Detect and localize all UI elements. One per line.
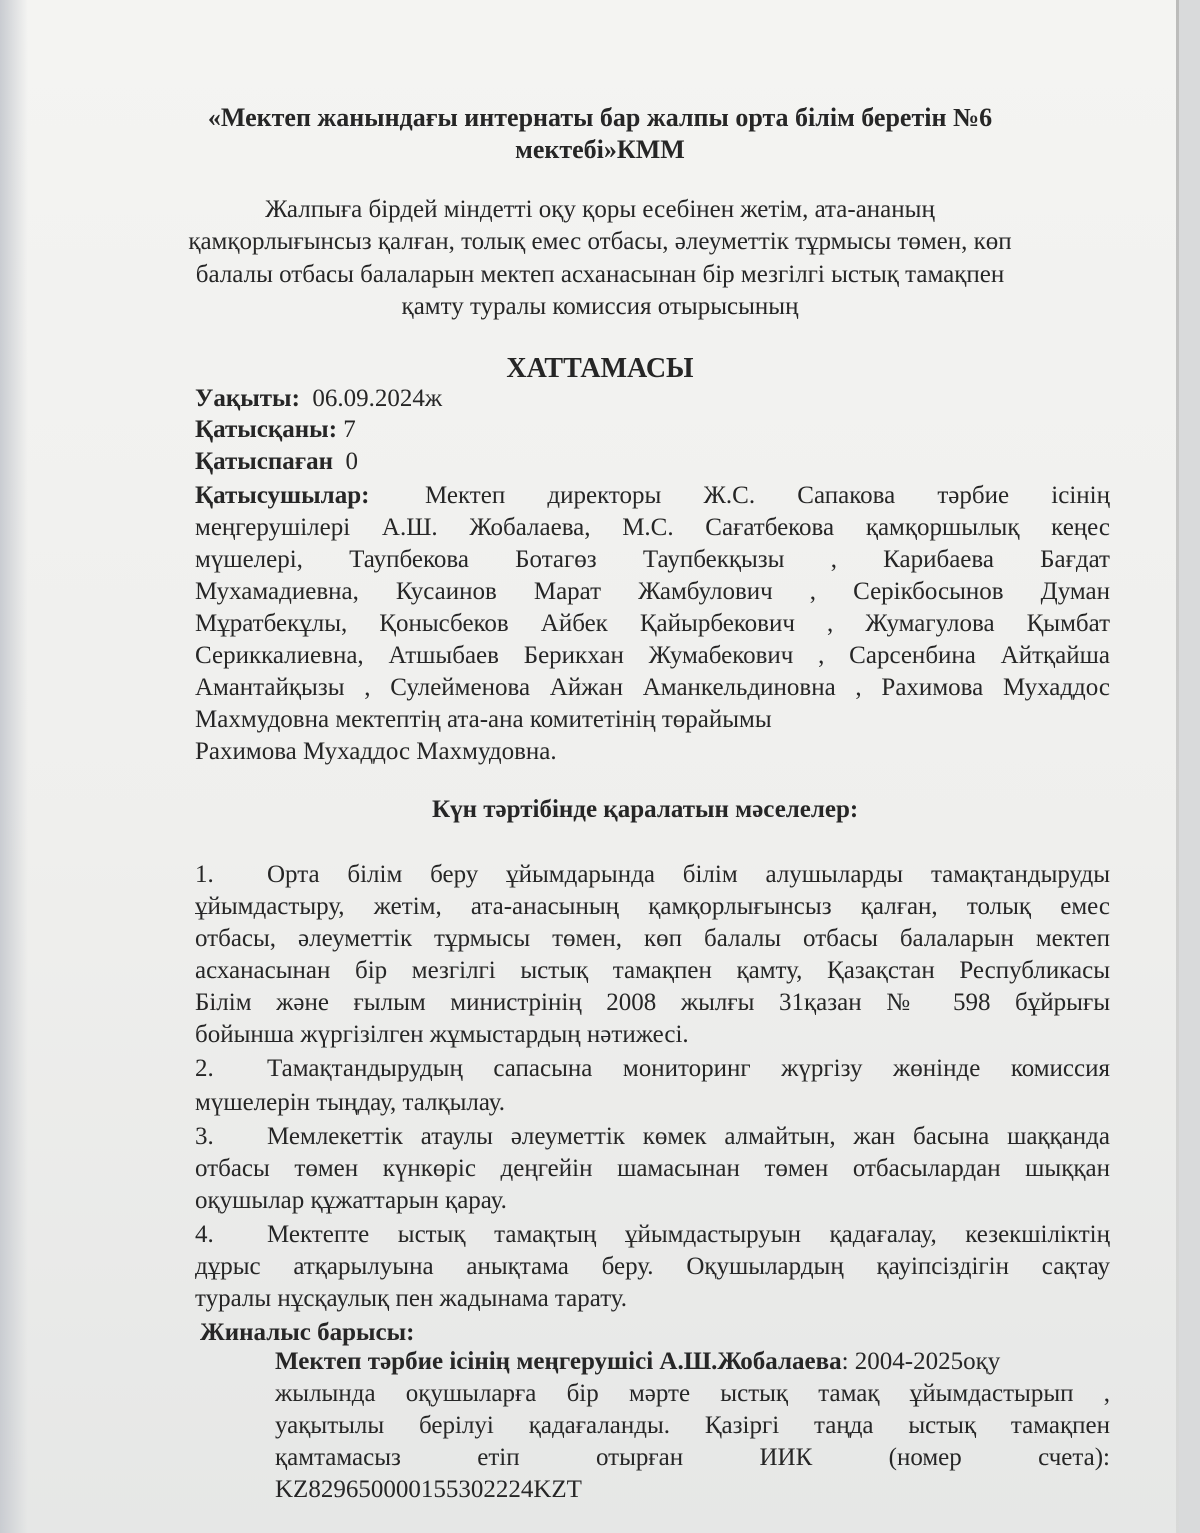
agenda-item-4-line-3: туралы нұсқаулық пен жадынама тарату. bbox=[195, 1285, 628, 1312]
present-label: Қатысқаны: bbox=[195, 416, 338, 443]
participants-line-5: Мұратбекұлы, Қонысбеков Айбек Қайырбекович , Жумагулова Қымбат bbox=[195, 610, 1110, 637]
proceedings-line-1 bbox=[275, 1347, 1000, 1377]
org-name-line-2: мектебі»КММ bbox=[515, 135, 685, 164]
proceedings-line-2: жылында оқушыларға бір мәрте ыстық тамақ ұйымдастырып , bbox=[275, 1380, 1110, 1407]
participants-line-4: Мухамадиевна, Кусаинов Марат Жамбулович , Серікбосынов Думан bbox=[195, 578, 1110, 605]
agenda-item-4-number: 4. bbox=[195, 1221, 214, 1248]
subject-line-2: қамқорлығынсыз қалған, толық емес отбасы, әлеуметтік тұрмысы төмен, көп bbox=[188, 228, 1012, 255]
absent-value: 0 bbox=[345, 448, 359, 475]
participants-line-3: мүшелері, Таупбекова Ботагөз Таупбекқызы , Карибаева Бағдат bbox=[195, 546, 1110, 573]
present-value: 7 bbox=[343, 416, 356, 443]
participants-line-1: Мектеп директоры Ж.С. Сапакова тәрбие ісінің bbox=[425, 482, 1110, 509]
subject-line-4: қамту туралы комиссия отырысының bbox=[401, 293, 799, 320]
agenda-item-2-line-2: мүшелерін тыңдау, талқылау. bbox=[195, 1089, 505, 1116]
absent-label: Қатыспаған bbox=[195, 448, 334, 475]
time-value: 06.09.2024ж bbox=[312, 385, 443, 412]
org-name-line-1: «Мектеп жанындағы интернаты бар жалпы орта білім беретін №6 bbox=[207, 103, 993, 132]
agenda-item-1-line-3: отбасы, әлеуметтік тұрмысы төмен, көп балалы отбасы балаларын мектеп bbox=[195, 925, 1110, 952]
agenda-title: Күн тәртібінде қаралатын мәселелер: bbox=[432, 796, 859, 823]
speaker-name: Мектеп тәрбие ісінің меңгерушісі А.Ш.Жобалаева bbox=[275, 1348, 842, 1375]
agenda-item-1-line-5: Білім және ғылым министрінің 2008 жылғы 31қазан № 598 бұйрығы bbox=[195, 989, 1110, 1016]
account-number: KZ829650000155302224KZT bbox=[275, 1476, 582, 1503]
participants-line-2: меңгерушілері А.Ш. Жобалаева, М.С. Сағатбекова қамқоршылық кеңес bbox=[195, 514, 1110, 541]
participants-line-7: Амантайқызы , Сулейменова Айжан Аманкельдиновна , Рахимова Мухаддос bbox=[195, 674, 1110, 701]
agenda-item-1-line-1: 1. Орта білім беру ұйымдарында білім алушыларды тамақтандыруды bbox=[195, 861, 1110, 888]
participants-line-6: Сериккалиевна, Атшыбаев Берикхан Жумабекович , Сарсенбина Айтқайша bbox=[195, 642, 1110, 669]
participants-label: Қатысушылар: bbox=[195, 482, 370, 509]
agenda-item-1-line-2: ұйымдастыру, жетім, ата-анасының қамқорлығынсыз қалған, толық емес bbox=[195, 893, 1110, 920]
document-title: ХАТТАМАСЫ bbox=[506, 353, 694, 384]
proceedings-line-4: қамтамасыз етіп отырған ИИК (номер счета): bbox=[275, 1444, 1110, 1471]
proceedings-label: Жиналыс барысы: bbox=[200, 1319, 415, 1346]
agenda-item-3-line-1: 3. Мемлекеттік атаулы әлеуметтік көмек алмайтын, жан басына шаққанда bbox=[195, 1123, 1110, 1150]
present-count bbox=[195, 415, 356, 445]
agenda-item-4-line-2: дұрыс атқарылуына анықтама беру. Оқушылардың қауіпсіздігін сақтау bbox=[195, 1253, 1110, 1280]
subject-line-1: Жалпыға бірдей міндетті оқу қоры есебінен жетім, ата-ананың bbox=[265, 196, 935, 223]
proceedings-line-3: уақытылы берілуі қадағаланды. Қазіргі таңда ыстық тамақпен bbox=[275, 1412, 1110, 1439]
agenda-item-3-number: 3. bbox=[195, 1123, 214, 1150]
absent-count bbox=[195, 447, 358, 477]
agenda-item-2-line-1: 2. Тамақтандырудың сапасына мониторинг жүргізу жөнінде комиссия bbox=[195, 1055, 1110, 1082]
proceedings-line-1-rest: : 2004-2025оқу bbox=[841, 1348, 1001, 1375]
agenda-item-3-line-3: оқушылар құжаттарын қарау. bbox=[195, 1187, 507, 1214]
time-label: Уақыты: bbox=[195, 385, 300, 412]
agenda-item-1-number: 1. bbox=[195, 861, 214, 888]
subject-line-3: балалы отбасы балаларын мектеп асханасынан бір мезгілгі ыстық тамақпен bbox=[195, 261, 1005, 288]
agenda-item-1-line-4: асханасынан бір мезгілгі ыстық тамақпен қамту, Қазақстан Республикасы bbox=[195, 957, 1110, 984]
agenda-item-1-line-6: бойынша жүргізілген жұмыстардың нәтижесі. bbox=[195, 1021, 689, 1048]
agenda-item-2-number: 2. bbox=[195, 1055, 214, 1082]
agenda-item-3-line-2: отбасы төмен күнкөріс деңгейін шамасынан төмен отбасылардан шыққан bbox=[195, 1155, 1110, 1182]
participants-line-9: Рахимова Мухаддос Махмудовна. bbox=[195, 738, 557, 765]
agenda-item-4-line-1: 4. Мектепте ыстық тамақтың ұйымдастыруын қадағалау, кезекшіліктің bbox=[195, 1221, 1110, 1248]
meeting-time bbox=[195, 384, 442, 414]
participants-line-8: Махмудовна мектептің ата-ана комитетінің төрайымы bbox=[195, 706, 772, 733]
